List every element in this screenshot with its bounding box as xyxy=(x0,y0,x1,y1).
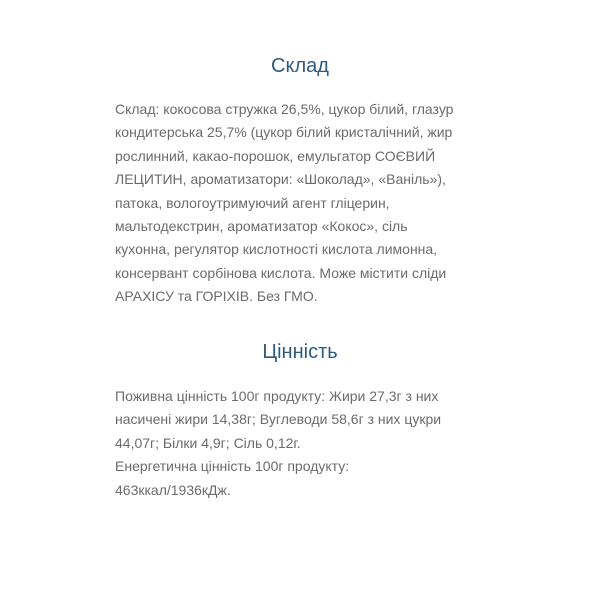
nutrition-line: насичені жири 14,38г; Вуглеводи 58,6г з них цукри xyxy=(115,411,442,428)
composition-line: АРАХІСУ та ГОРІХІВ. Без ГМО. xyxy=(115,288,318,305)
composition-line: консервант сорбінова кислота. Може містити сліди xyxy=(115,264,447,281)
composition-line: кухонна, регулятор кислотності кислота лимонна, xyxy=(115,241,438,258)
nutrition-line: 463ккал/1936кДж. xyxy=(115,481,231,498)
nutrition-line: Поживна цінність 100г продукту: Жири 27,3г з них xyxy=(115,388,439,404)
composition-heading: Склад xyxy=(271,55,329,77)
composition-line: патока, вологоутримуючий агент гліцерин, xyxy=(115,194,390,211)
composition-line: ЛЕЦИТИН, ароматизатори: «Шоколад», «Ваніль»), xyxy=(115,171,446,188)
composition-line: кондитерська 25,7% (цукор білий кристалічний, жир xyxy=(115,124,453,141)
composition-line: мальтодекстрин, ароматизатор «Кокос», сіль xyxy=(115,218,408,235)
composition-line: Склад: кокосова стружка 26,5%, цукор білий, глазур xyxy=(115,101,454,117)
composition-text xyxy=(115,98,485,309)
nutrition-line: 44,07г; Білки 4,9г; Сіль 0,12г. xyxy=(115,434,301,451)
composition-line: рослинний, какао-порошок, емульгатор СОЄВИЙ xyxy=(115,147,436,164)
nutrition-text xyxy=(115,385,485,502)
nutrition-line: Енергетична цінність 100г продукту: xyxy=(115,458,350,475)
nutrition-heading: Цінність xyxy=(262,341,338,363)
